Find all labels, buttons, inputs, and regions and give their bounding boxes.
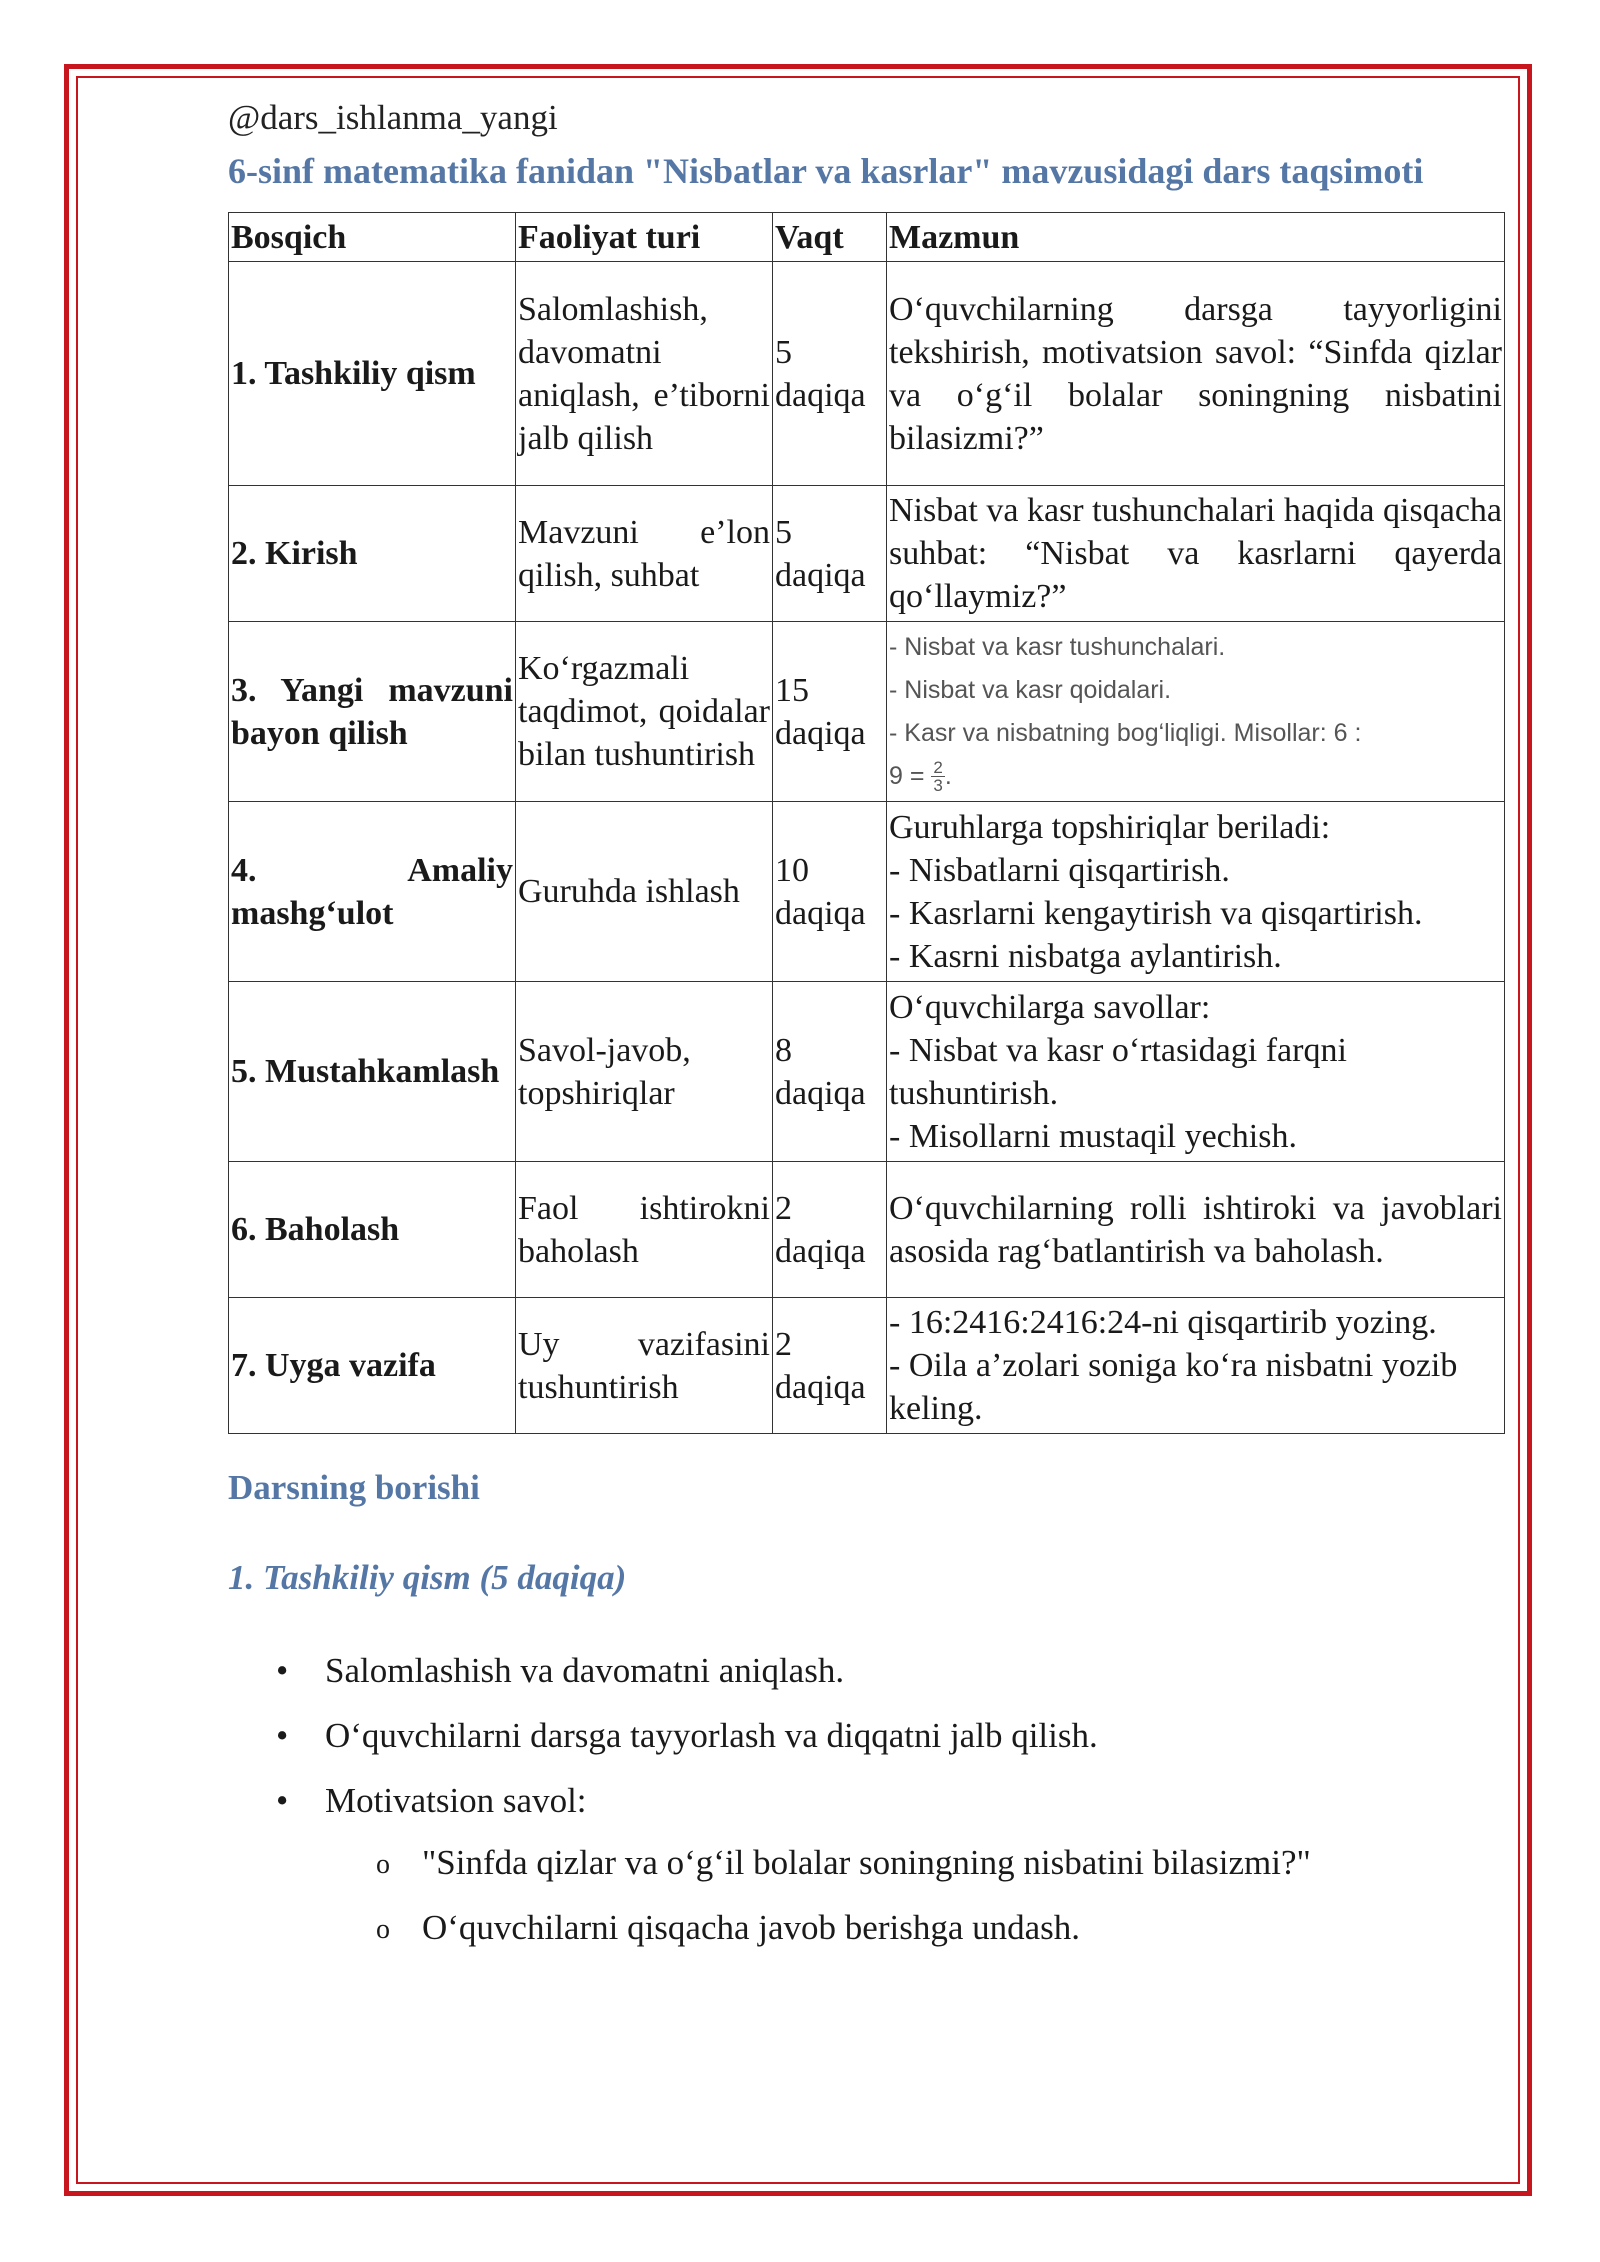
content-cell: [887, 1298, 1505, 1434]
formula-line: [889, 755, 1502, 798]
time-cell: 5 daqiqa: [773, 486, 887, 622]
header-content: Mazmun: [887, 213, 1505, 262]
section-heading: Darsning borishi: [228, 1468, 480, 1507]
circle-bullet-icon: o: [376, 1914, 390, 1945]
formula-left: 9 =: [889, 761, 925, 790]
document-title: 6-sinf matematika fanidan "Nisbatlar va kasrlar" mavzusidagi dars taqsimoti: [228, 151, 1424, 191]
time-cell: 5 daqiqa: [773, 262, 887, 486]
content-cell: Nisbat va kasr tushunchalari haqida qisqacha suhbat: “Nisbat va kasrlarni qayerda qo‘llaymiz?”: [887, 486, 1505, 622]
header-activity: Faoliyat turi: [516, 213, 773, 262]
time-cell: 10 daqiqa: [773, 802, 887, 982]
bullet-icon: •: [276, 1651, 289, 1690]
fraction: [931, 759, 944, 794]
content-line: - Kasrni nisbatga aylantirish.: [889, 937, 1282, 975]
stage-cell: 7. Uyga vazifa: [229, 1298, 516, 1434]
time-cell: 2 daqiqa: [773, 1162, 887, 1298]
list-item-text: Salomlashish va davomatni aniqlash.: [325, 1651, 845, 1690]
bullet-icon: •: [276, 1781, 289, 1820]
list-item: [228, 1713, 1504, 1759]
content-line: - Nisbat va kasr qoidalari.: [889, 675, 1172, 704]
stage-cell: 6. Baholash: [229, 1162, 516, 1298]
sub-bullet-list: [325, 1840, 1504, 1951]
document-body: [228, 92, 1504, 1970]
content-cell: [887, 982, 1505, 1162]
content-cell: O‘quvchilarning darsga tayyorligini tekshirish, motivatsion savol: “Sinfda qizlar va o‘g‘il bolalar soningning nisbatini bilasizmi?”: [887, 262, 1505, 486]
channel-handle: @dars_ishlanma_yangi: [228, 98, 558, 137]
table-row: [229, 1162, 1505, 1298]
list-item: [228, 1648, 1504, 1694]
content-line: - Kasrlarni kengaytirish va qisqartirish.: [889, 894, 1423, 932]
stage-cell: 3. Yangi mavzuni bayon qilish: [229, 622, 516, 802]
activity-cell: Ko‘rgazmali taqdimot, qoidalar bilan tushuntirish: [516, 622, 773, 802]
bullet-icon: •: [276, 1716, 289, 1755]
table-row: [229, 982, 1505, 1162]
sub-list-item: [228, 1840, 1504, 1886]
content-line: - Kasr va nisbatning bog‘liqligi. Misollar: 6 :: [889, 718, 1362, 747]
list-item-text: O‘quvchilarni darsga tayyorlash va diqqatni jalb qilish.: [325, 1716, 1098, 1755]
activity-cell: Guruhda ishlash: [516, 802, 773, 982]
time-cell: 15 daqiqa: [773, 622, 887, 802]
sub-list-item-text: "Sinfda qizlar va o‘g‘il bolalar soningning nisbatini bilasizmi?": [422, 1843, 1311, 1882]
table-row: [229, 622, 1505, 802]
content-line: - Nisbatlarni qisqartirish.: [889, 851, 1230, 889]
table-row: [229, 486, 1505, 622]
stage-cell: 2. Kirish: [229, 486, 516, 622]
activity-cell: Uy vazifasini tushuntirish: [516, 1298, 773, 1434]
sub-list-item: [228, 1905, 1504, 1951]
table-row: [229, 1298, 1505, 1434]
content-line: - Nisbat va kasr o‘rtasidagi farqni tushuntirish.: [889, 1031, 1347, 1112]
table-row: [229, 802, 1505, 982]
content-cell: [887, 802, 1505, 982]
activity-cell: Savol-javob, topshiriqlar: [516, 982, 773, 1162]
stage-cell: 5. Mustahkamlash: [229, 982, 516, 1162]
fraction-denominator: 3: [933, 776, 943, 796]
content-line: Guruhlarga topshiriqlar beriladi:: [889, 808, 1331, 846]
content-line: - Misollarni mustaqil yechish.: [889, 1117, 1297, 1155]
activity-cell: Faol ishtirokni baholash: [516, 1162, 773, 1298]
bullet-list: [228, 1648, 1504, 1951]
content-cell: O‘quvchilarning rolli ishtiroki va javoblari asosida rag‘batlantirish va baholash.: [887, 1162, 1505, 1298]
fraction-numerator: 2: [933, 758, 943, 778]
list-item: [228, 1778, 1504, 1951]
stage-cell: 4. Amaliy mashg‘ulot: [229, 802, 516, 982]
content-line: O‘quvchilarga savollar:: [889, 988, 1211, 1026]
formula-end: .: [944, 761, 952, 790]
stage-cell: 1. Tashkiliy qism: [229, 262, 516, 486]
lesson-plan-table: [228, 212, 1505, 1434]
content-line: - Nisbat va kasr tushunchalari.: [889, 632, 1226, 661]
header-stage: Bosqich: [229, 213, 516, 262]
circle-bullet-icon: o: [376, 1849, 390, 1880]
time-cell: 8 daqiqa: [773, 982, 887, 1162]
subsection-heading: 1. Tashkiliy qism (5 daqiqa): [228, 1558, 627, 1597]
sub-list-item-text: O‘quvchilarni qisqacha javob berishga undash.: [422, 1908, 1081, 1947]
content-line: - Oila a’zolari soniga ko‘ra nisbatni yozib keling.: [889, 1347, 1458, 1427]
list-item-text: Motivatsion savol:: [325, 1781, 587, 1820]
table-row: [229, 262, 1505, 486]
content-cell: [887, 622, 1505, 802]
activity-cell: Salomlashish, davomatni aniqlash, e’tiborni jalb qilish: [516, 262, 773, 486]
header-time: Vaqt: [773, 213, 887, 262]
content-line: - 16:2416:2416:24-ni qisqartirib yozing.: [889, 1304, 1437, 1341]
time-cell: 2 daqiqa: [773, 1298, 887, 1434]
activity-cell: Mavzuni e’lon qilish, suhbat: [516, 486, 773, 622]
table-header-row: [229, 213, 1505, 262]
